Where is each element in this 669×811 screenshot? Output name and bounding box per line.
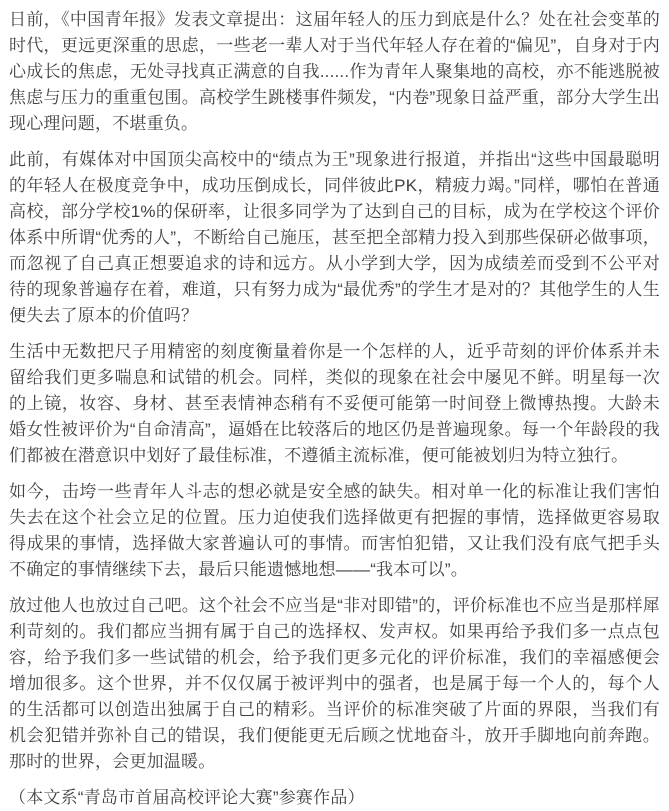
article-paragraph: 放过他人也放过自己吧。这个社会不应当是“非对即错”的，评价标准也不应当是那样犀利苛刻的。我们都应当拥有属于自己的选择权、发声权。如果再给予我们多一点点包容，给予我们多一些试错的机会，给予我们更多元化的评价标准，我们的幸福感便会增加很多。这个世界，并不仅仅属于被评判中的强者，也是属于每一个人的，每个人的生活都可以创造出独属于自己的精彩。当评价的标准突破了片面的界限，当我们有机会犯错并弥补自己的错误，我们便能更无后顾之忧地奋斗，放开手脚地向前奔跑。那时的世界，会更加温暖。	[9, 596, 660, 771]
article-paragraph: 日前，《中国青年报》发表文章提出：这届年轻人的压力到底是什么？处在社会变革的时代，更远更深重的思虑，一些老一辈人对于当代年轻人存在着的“偏见”，自身对于内心成长的焦虑，无处寻找真正满意的自我......作为青年人聚集地的高校，亦不能逃脱被焦虑与压力的重重包围。高校学生跳楼事件频发，“内卷”现象日益严重，部分大学生出现心理问题，不堪重负。	[9, 10, 660, 133]
article-footnote: （本文系“青岛市首届高校评论大赛”参赛作品）	[9, 788, 365, 807]
article-paragraph: 如今，击垮一些青年人斗志的想必就是安全感的缺失。相对单一化的标准让我们害怕失去在这个社会立足的位置。压力迫使我们选择做更有把握的事情，选择做更容易取得成果的事情，选择做大家普遍认可的事情。而害怕犯错，又让我们没有底气把手头不确定的事情继续下去，最后只能遗憾地想——“我本可以”。	[9, 482, 660, 579]
article-paragraph: 生活中无数把尺子用精密的刻度衡量着你是一个怎样的人，近乎苛刻的评价体系并未留给我们更多喘息和试错的机会。同样，类似的现象在社会中屡见不鲜。明星每一次的上镜，妆容、身材、甚至表情神态稍有不妥便可能第一时间登上微博热搜。大龄未婚女性被评价为“自命清高”，逼婚在比较落后的地区仍是普遍现象。每一个年龄段的我们都被在潜意识中划好了最佳标准，不遵循主流标准，便可能被划归为特立独行。	[9, 342, 660, 465]
article-paragraph: 此前，有媒体对中国顶尖高校中的“绩点为王”现象进行报道，并指出“这些中国最聪明的年轻人在极度竞争中，成功压倒成长，同伴彼此PK，精疲力竭。”同样，哪怕在普通高校，部分学校1%的保研率，让很多同学为了达到自己的目标，成为在学校这个评价体系中所谓“优秀的人”，不断给自己施压，甚至把全部精力投入到那些保研必做事项，而忽视了自己真正想要追求的诗和远方。从小学到大学，因为成绩差而受到不公平对待的现象普遍存在着，难道，只有努力成为“最优秀”的学生才是对的？其他学生的人生便失去了原本的价值吗？	[9, 150, 660, 325]
